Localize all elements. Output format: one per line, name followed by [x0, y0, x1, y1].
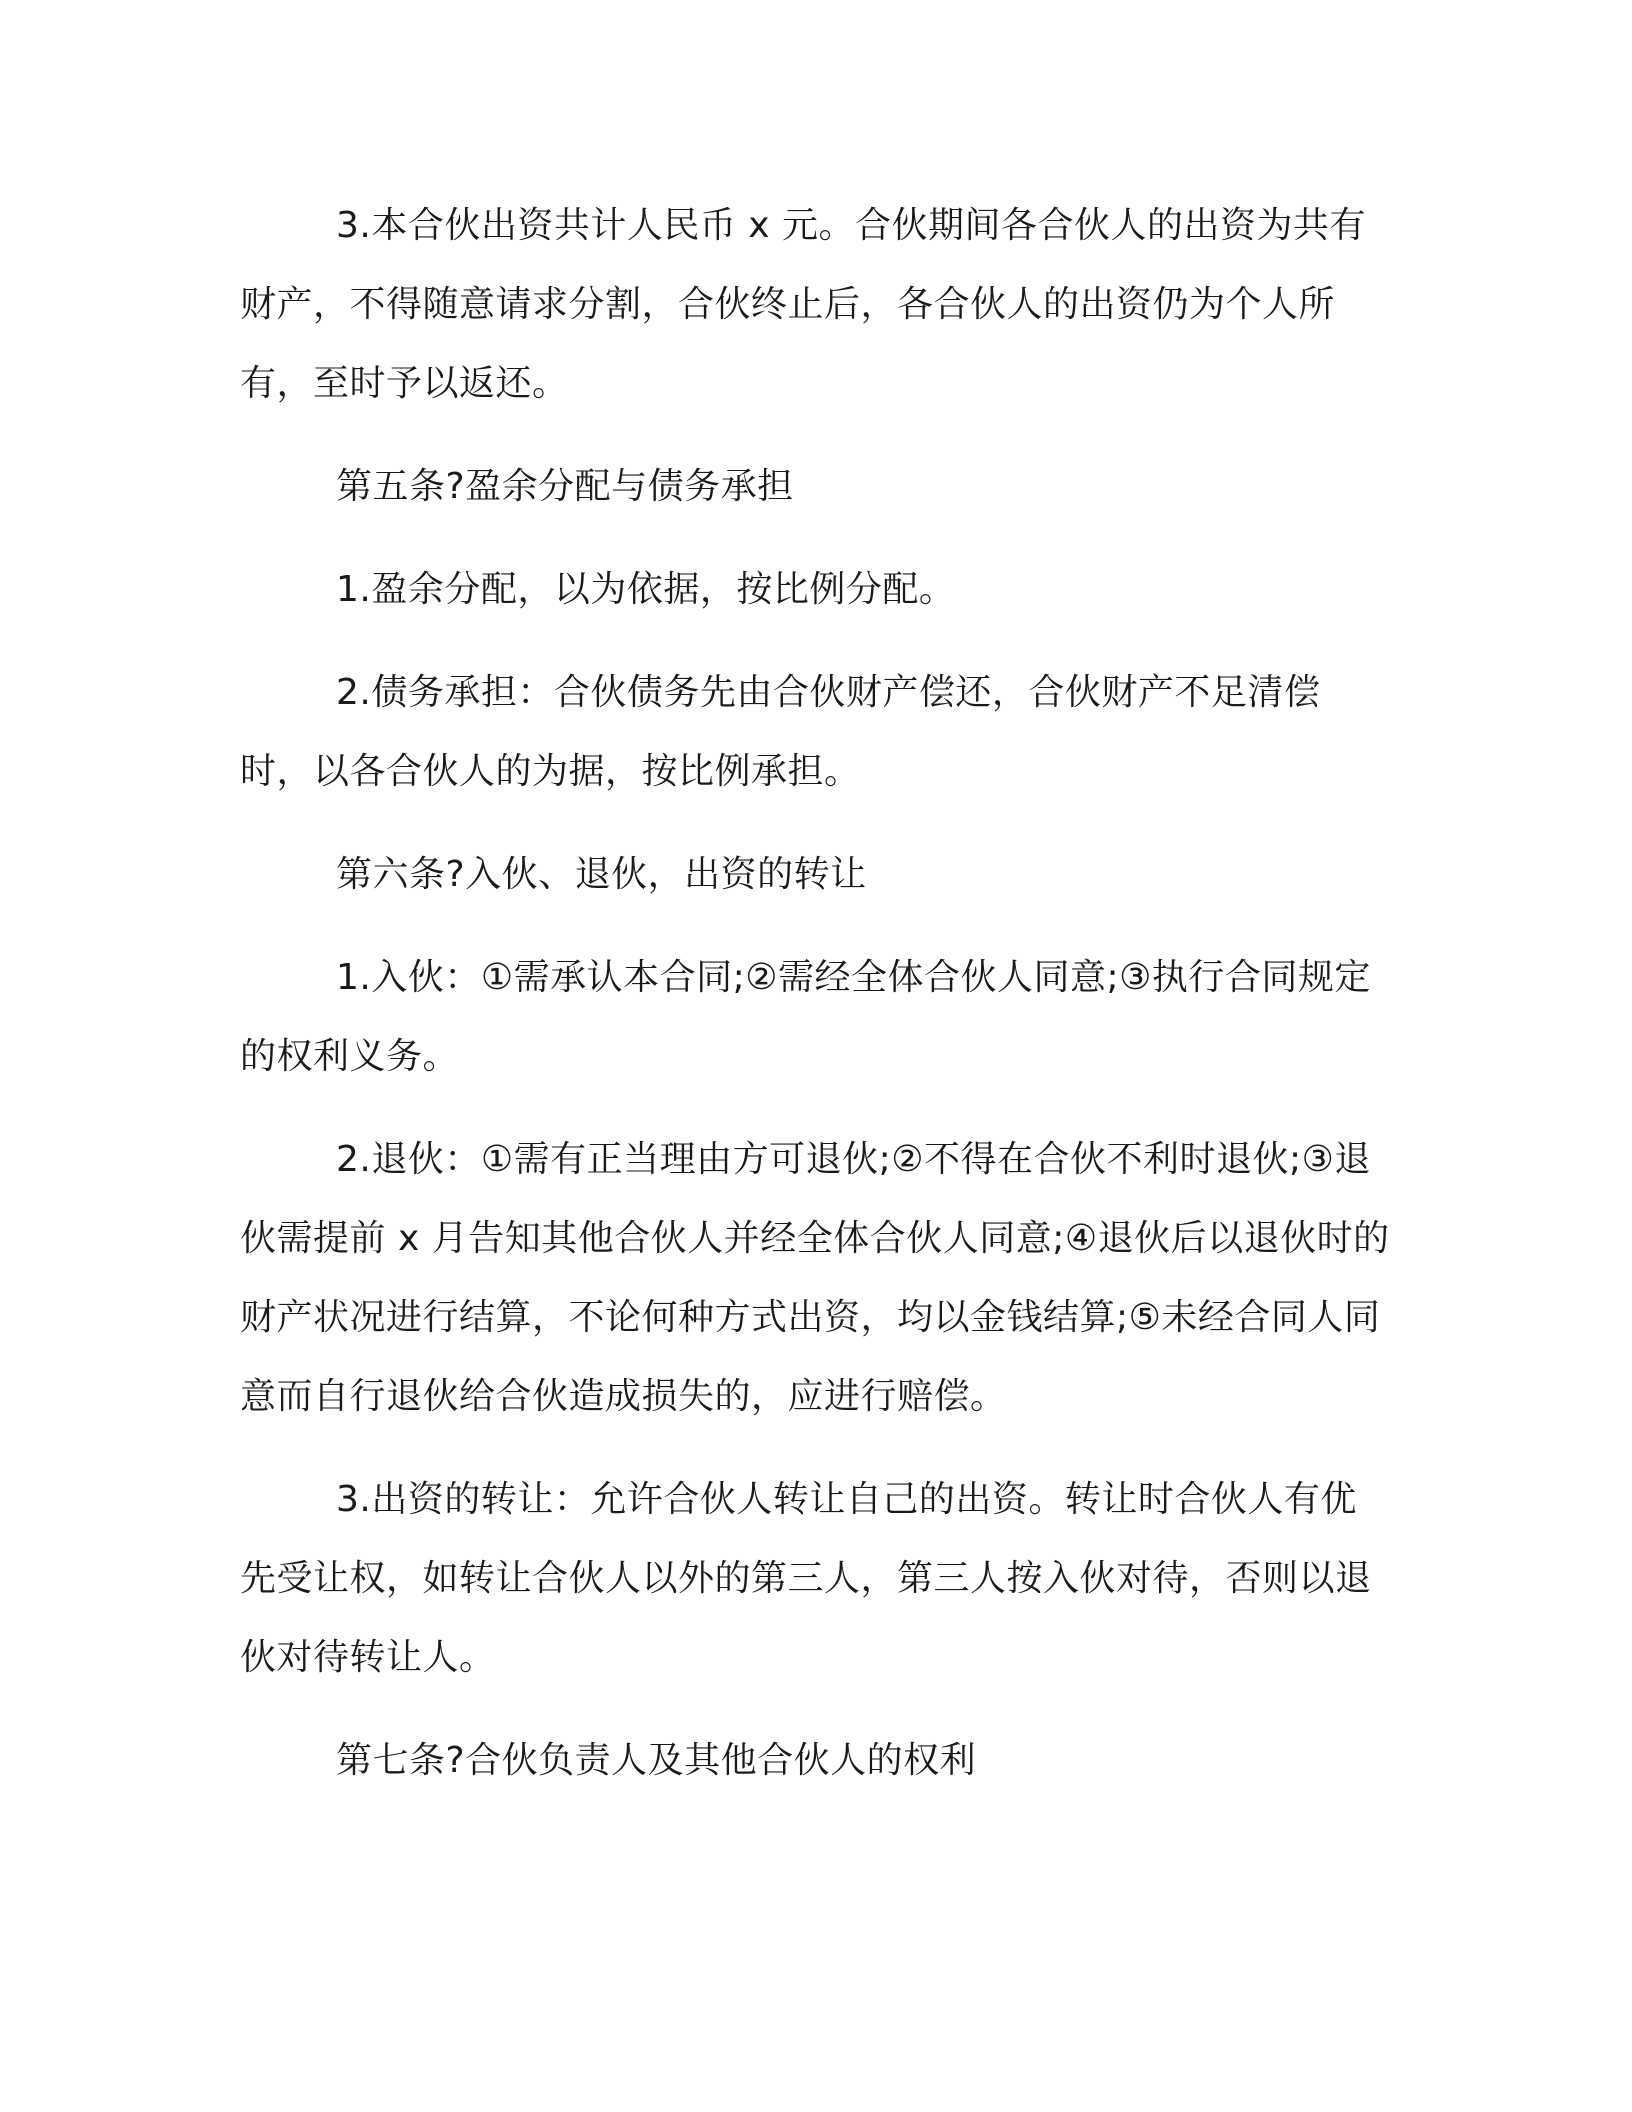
article-7-heading: 第七条?合伙负责人及其他合伙人的权利	[336, 1740, 977, 1781]
article-6-item-3-paragraph: 3.出资的转让：允许合伙人转让自己的出资。转让时合伙人有优先受让权，如转让合伙人以外的第三人，第三人按入伙对待，否则以退伙对待转让人。	[240, 1479, 1372, 1678]
clause-4-item-3-paragraph: 3.本合伙出资共计人民币 x 元。合伙期间各合伙人的出资为共有财产，不得随意请求分割，合伙终止后，各合伙人的出资仍为个人所有，至时予以返还。	[240, 205, 1367, 404]
document-body	[240, 186, 1390, 1824]
article-5-item-1-paragraph: 1.盈余分配，以为依据，按比例分配。	[336, 569, 956, 610]
article-6-item-1-paragraph: 1.入伙：①需承认本合同;②需经全体合伙人同意;③执行合同规定的权利义务。	[240, 957, 1371, 1077]
article-5-heading: 第五条?盈余分配与债务承担	[336, 466, 794, 507]
article-6-heading: 第六条?入伙、退伙，出资的转让	[336, 854, 867, 895]
article-6-item-2-paragraph: 2.退伙：①需有正当理由方可退伙;②不得在合伙不利时退伙;③退伙需提前 x 月告知其他合伙人并经全体合伙人同意;④退伙后以退伙时的财产状况进行结算，不论何种方式出资，均以金钱结算;⑤未经合同人同意而自行退伙给合伙造成损失的，应进行赔偿。	[240, 1139, 1390, 1417]
article-5-item-2-paragraph: 2.债务承担：合伙债务先由合伙财产偿还，合伙财产不足清偿时，以各合伙人的为据，按比例承担。	[240, 672, 1321, 792]
